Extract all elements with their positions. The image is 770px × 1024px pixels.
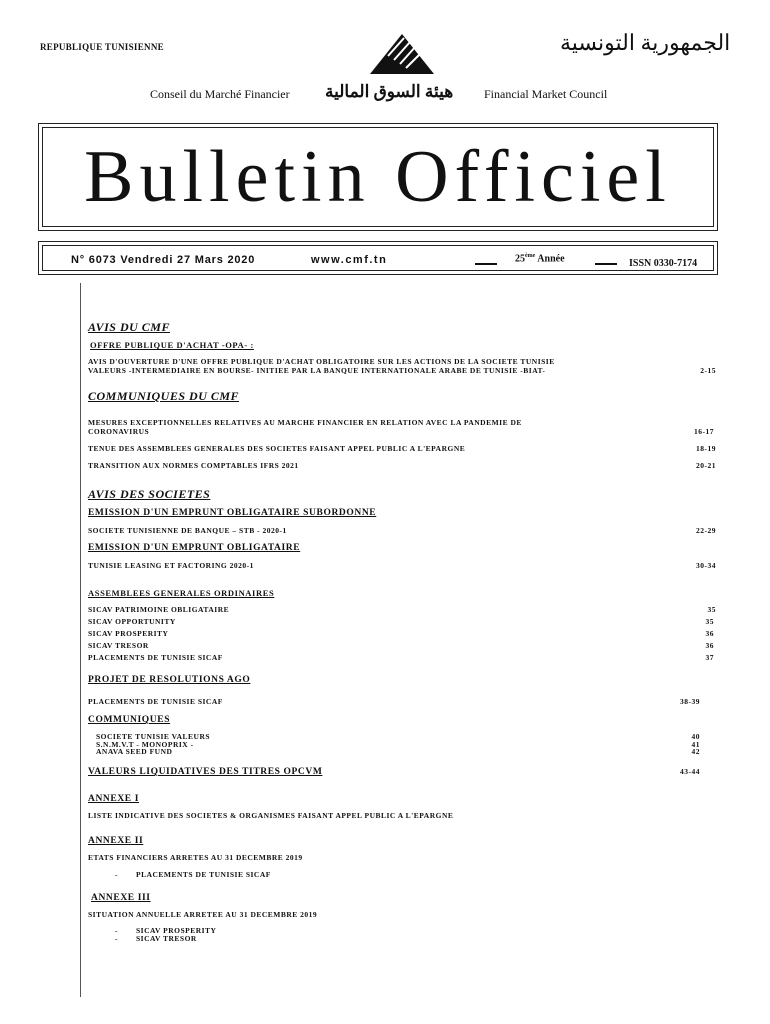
subsection-heading: COMMUNIQUES — [88, 715, 171, 725]
toc-item: SICAV OPPORTUNITY — [88, 617, 176, 626]
toc-item: MESURES EXCEPTIONNELLES RELATIVES AU MARCHE FINANCIER EN RELATION AVEC LA PANDEMIE DE CORONAVIRUS — [88, 418, 522, 436]
issue-number-date: N° 6073 Vendredi 27 Mars 2020 — [71, 254, 256, 266]
toc-item: SICAV TRESOR — [88, 641, 149, 650]
toc-page: 20-21 — [696, 461, 716, 470]
issue-info-bar — [38, 241, 718, 275]
toc-page: 35 — [705, 617, 714, 626]
toc-page: 38-39 — [680, 697, 700, 706]
list-dash: - — [115, 870, 118, 879]
toc-page: 18-19 — [696, 444, 716, 453]
annex-heading: ANNEXE II — [88, 836, 144, 846]
toc-subitem-group: SICAV PROSPERITY SICAV TRESOR — [136, 926, 217, 943]
toc-item: ETATS FINANCIERS ARRETES AU 31 DECEMBRE 2019 — [88, 853, 303, 862]
toc-page: 30-34 — [696, 561, 716, 570]
republic-label-ar: الجمهورية التونسية — [560, 30, 731, 55]
annex-heading: ANNEXE III — [91, 893, 151, 903]
subsection-heading: ASSEMBLEES GENERALES ORDINAIRES — [88, 588, 275, 598]
republic-label-fr: REPUBLIQUE TUNISIENNE — [40, 42, 164, 52]
margin-rule — [80, 283, 81, 997]
toc-page: 37 — [705, 653, 714, 662]
title-frame — [38, 123, 718, 231]
toc-item: AVIS D'OUVERTURE D'UNE OFFRE PUBLIQUE D'ACHAT OBLIGATOIRE SUR LES ACTIONS DE LA SOCIETE TUNISIE VALEURS -INTERMEDIAIRE EN BOURSE- INITIEE PAR LA BANQUE INTERNATIONALE ARABE DE TUNISIE -BIAT- — [88, 357, 555, 375]
year-label: 25ème Année — [515, 253, 565, 265]
list-dash-group: - - — [115, 926, 118, 943]
subsection-heading: EMISSION D'UN EMPRUNT OBLIGATAIRE SUBORDONNE — [88, 508, 377, 518]
issn-label: ISSN 0330-7174 — [629, 258, 698, 269]
section-heading: AVIS DES SOCIETES — [88, 487, 211, 501]
toc-page: 43-44 — [680, 767, 700, 776]
toc-item: SITUATION ANNUELLE ARRETEE AU 31 DECEMBRE 2019 — [88, 910, 318, 919]
toc-page: 36 — [705, 641, 714, 650]
subsection-heading: OFFRE PUBLIQUE D'ACHAT -OPA- : — [90, 340, 254, 350]
toc-item: TUNISIE LEASING ET FACTORING 2020-1 — [88, 561, 254, 570]
toc-item: SOCIETE TUNISIENNE DE BANQUE – STB - 2020-1 — [88, 526, 287, 535]
council-name-fr: Conseil du Marché Financier — [150, 87, 290, 101]
bulletin-title: Bulletin Officiel — [84, 136, 672, 218]
annex-heading: ANNEXE I — [88, 794, 139, 804]
toc-item-group: SOCIETE TUNISIE VALEURS S.N.M.V.T - MONOPRIX - ANAVA SEED FUND — [96, 732, 211, 756]
toc-page: 35 — [707, 605, 716, 614]
subsection-heading: EMISSION D'UN EMPRUNT OBLIGATAIRE — [88, 543, 301, 553]
toc-page: 36 — [705, 629, 714, 638]
toc-page: 16-17 — [694, 427, 714, 436]
cmf-logo-icon — [368, 32, 436, 76]
toc-page: 2-15 — [700, 366, 716, 375]
section-heading: COMMUNIQUES DU CMF — [88, 389, 240, 403]
toc-item: SICAV PATRIMOINE OBLIGATAIRE — [88, 605, 230, 614]
council-name-ar: هيئة السوق المالية — [325, 82, 454, 101]
toc-item: SICAV PROSPERITY — [88, 629, 169, 638]
website-link[interactable]: www.cmf.tn — [311, 254, 388, 266]
subsection-heading: VALEURS LIQUIDATIVES DES TITRES OPCVM — [88, 767, 323, 777]
subsection-heading: PROJET DE RESOLUTIONS AGO — [88, 675, 251, 685]
toc-item: PLACEMENTS DE TUNISIE SICAF — [88, 697, 223, 706]
toc-page-group: 40 41 42 — [691, 732, 700, 756]
section-heading: AVIS DU CMF — [88, 320, 170, 334]
council-name-en: Financial Market Council — [484, 87, 608, 101]
toc-subitem: PLACEMENTS DE TUNISIE SICAF — [136, 870, 271, 879]
toc-item: TENUE DES ASSEMBLEES GENERALES DES SOCIETES FAISANT APPEL PUBLIC A L'EPARGNE — [88, 444, 466, 453]
separator-dash — [475, 263, 497, 265]
toc-page: 22-29 — [696, 526, 716, 535]
toc-item: LISTE INDICATIVE DES SOCIETES & ORGANISMES FAISANT APPEL PUBLIC A L'EPARGNE — [88, 811, 454, 820]
toc-item: PLACEMENTS DE TUNISIE SICAF — [88, 653, 223, 662]
separator-dash — [595, 263, 617, 265]
toc-item: TRANSITION AUX NORMES COMPTABLES IFRS 2021 — [88, 461, 299, 470]
